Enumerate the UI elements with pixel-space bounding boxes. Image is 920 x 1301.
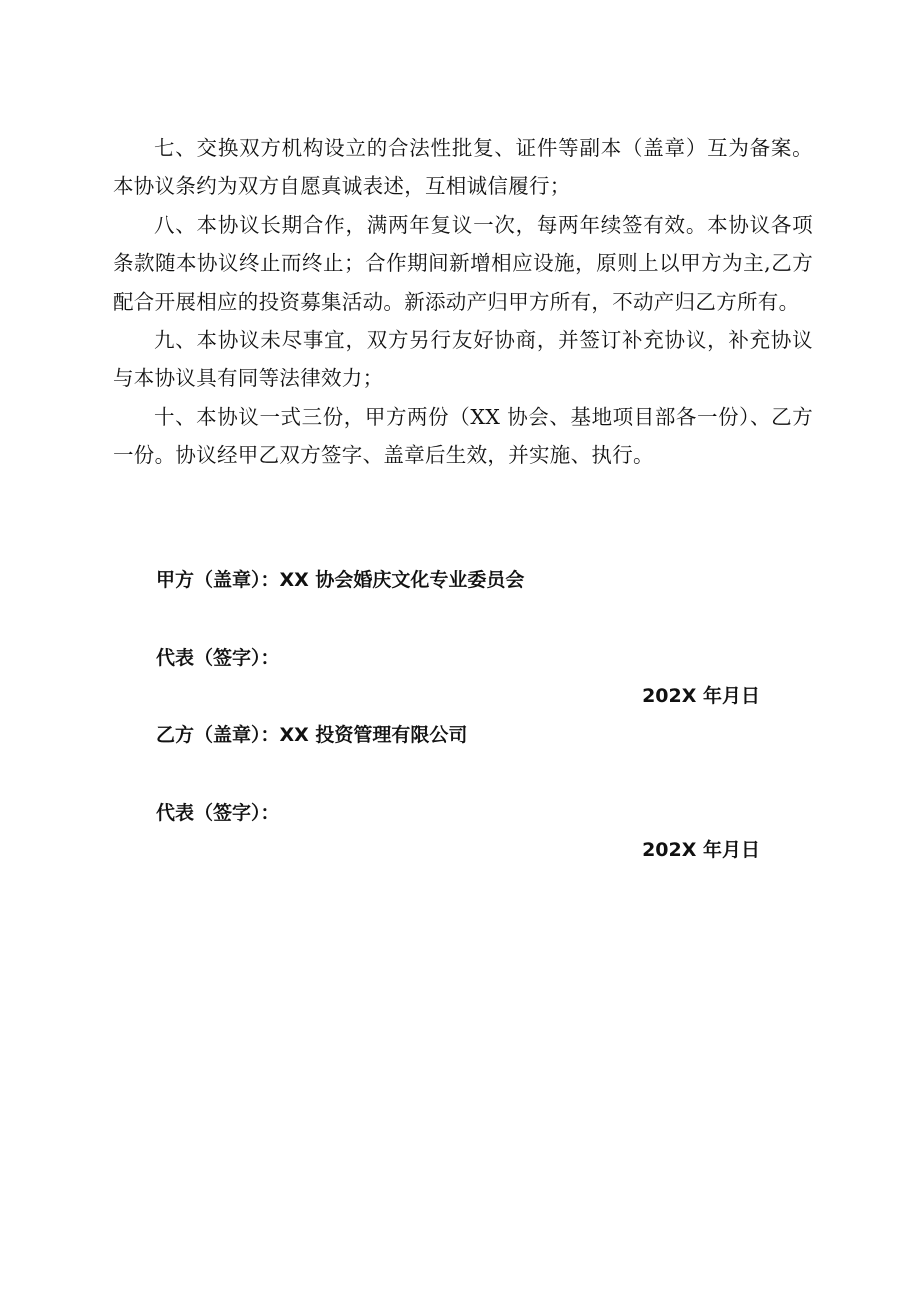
party-b-date: 202X 年月日: [642, 839, 760, 861]
party-a-date: 202X 年月日: [642, 685, 760, 707]
party-a-label: 甲方（盖章）：XX 协会婚庆文化专业委员会: [156, 569, 525, 591]
agreement-clauses: [113, 129, 813, 475]
party-a-representative-label: 代表（签字）：: [156, 647, 280, 669]
clause-10: 十、本协议一式三份，甲方两份（XX 协会、基地项目部各一份）、乙方一份。协议经甲乙双方签字、盖章后生效，并实施、执行。: [113, 404, 813, 468]
party-b-representative-label: 代表（签字）：: [156, 802, 280, 824]
clause-8: 八、本协议长期合作，满两年复议一次，每两年续签有效。本协议各项条款随本协议终止而终止；合作期间新增相应设施，原则上以甲方为主,乙方配合开展相应的投资募集活动。新添动产归甲方所有，不动产归乙方所有。: [113, 212, 813, 314]
clause-9: 九、本协议未尽事宜，双方另行友好协商，并签订补充协议，补充协议与本协议具有同等法律效力；: [113, 328, 813, 391]
clause-7: 七、交换双方机构设立的合法性批复、证件等副本（盖章）互为备案。本协议条约为双方自愿真诚表述，互相诚信履行；: [113, 136, 813, 199]
party-b-label: 乙方（盖章）：XX 投资管理有限公司: [156, 724, 468, 746]
